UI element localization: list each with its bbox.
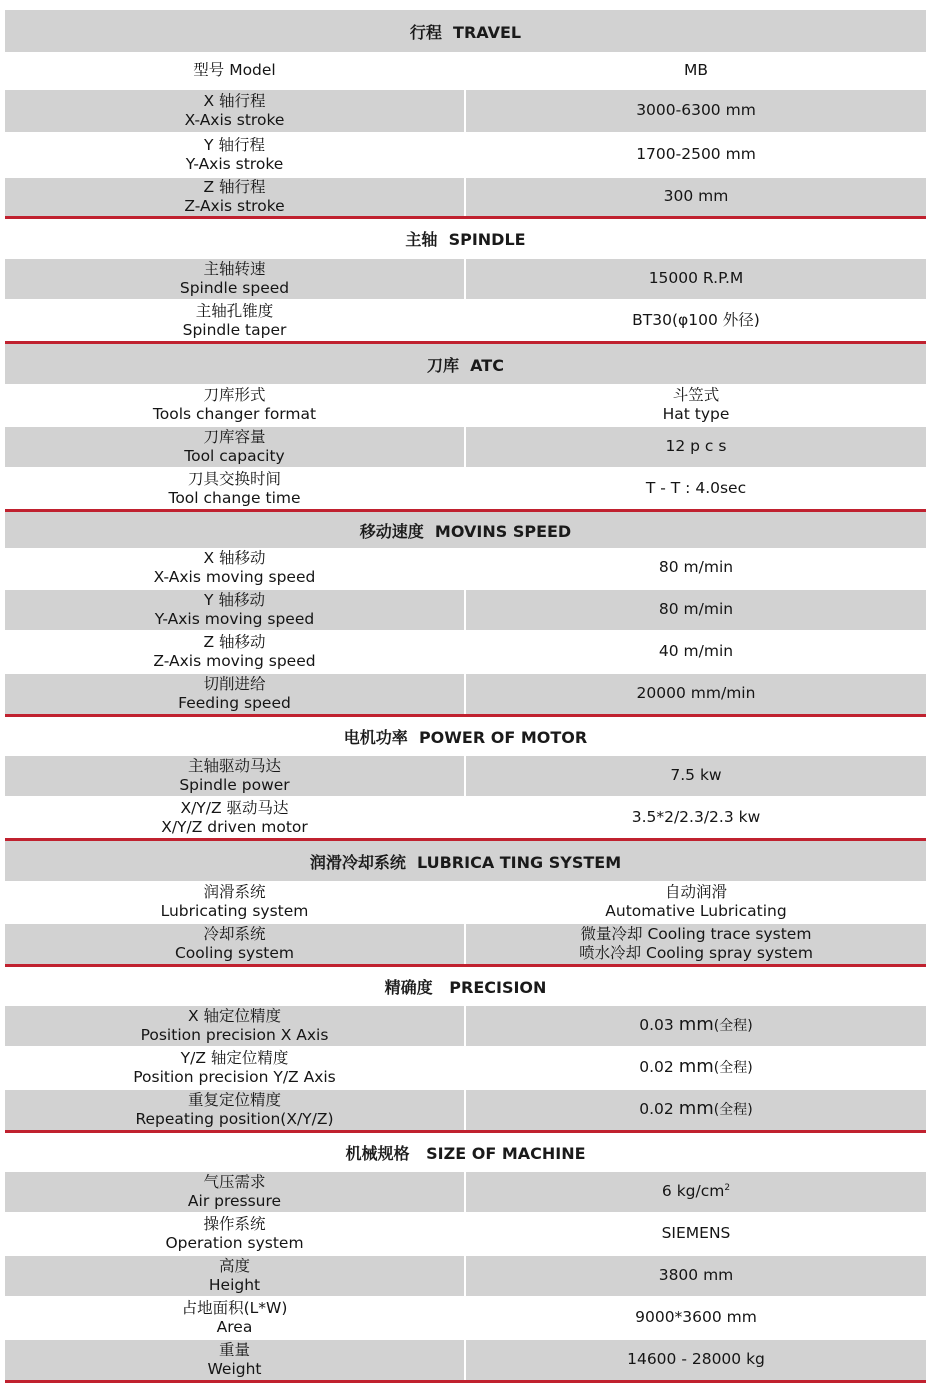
spec-value: [466, 52, 926, 90]
spec-value-text: 3.5*2/2.3/2.3 kw: [631, 808, 761, 827]
section-header-atc: 刀库 ATC: [5, 344, 926, 384]
spec-label-en: Tool change time: [168, 489, 301, 507]
spec-label-en: Y-Axis moving speed: [154, 610, 315, 628]
value-note: (全程): [713, 1018, 753, 1035]
spec-label: [5, 756, 464, 796]
spec-row-precision-yz: [5, 1048, 926, 1088]
spec-value: [466, 798, 926, 838]
spec-value-text: 3800 mm: [658, 1266, 734, 1285]
spec-label-cn: X 轴移动: [203, 548, 266, 567]
spec-value-text: 14600 - 28000 kg: [627, 1350, 765, 1369]
spec-label: [5, 385, 464, 425]
spec-label-en: Spindle power: [179, 776, 290, 794]
spec-label: [5, 1256, 464, 1296]
spec-label: [5, 1090, 464, 1130]
spec-row-precision-x: [5, 1006, 926, 1046]
spec-value: [466, 674, 926, 714]
spec-value: [466, 882, 926, 922]
spec-row-y-stroke: [5, 134, 926, 176]
spec-row-spindle-power: [5, 756, 926, 796]
spec-value-text: 3000-6300 mm: [636, 101, 756, 120]
value-note: (全程): [713, 1060, 753, 1077]
spec-label-en: Repeating position(X/Y/Z): [135, 1110, 334, 1128]
spec-label-cn: 主轴孔锥度: [195, 301, 274, 320]
spec-label-cn: Y 轴行程: [204, 135, 265, 154]
spec-label: [5, 674, 464, 714]
spec-value: [466, 1048, 926, 1088]
value-number: 6 kg/cm: [661, 1182, 725, 1201]
spec-label-en: Weight: [207, 1360, 262, 1378]
spec-label-en: Z-Axis moving speed: [153, 652, 316, 670]
spec-row-spindle-speed: [5, 259, 926, 299]
spec-row-z-stroke: [5, 178, 926, 216]
spec-label-en: Position precision Y/Z Axis: [133, 1068, 336, 1086]
spec-row-operation-system: [5, 1214, 926, 1254]
spec-value-text: 15000 R.P.M: [648, 269, 744, 288]
spec-label-cn: 刀库形式: [203, 385, 266, 404]
spec-row-y-moving: [5, 590, 926, 630]
spec-label-en: Air pressure: [187, 1192, 282, 1210]
section-header-precision: 精确度 PRECISION: [5, 967, 926, 1005]
spec-label: [5, 590, 464, 630]
spec-value: [466, 178, 926, 216]
spec-value-text: T - T : 4.0sec: [645, 479, 747, 498]
spec-value-text: 7.5 kw: [670, 766, 722, 785]
spec-label-cn: Z 轴行程: [203, 177, 266, 196]
spec-value: [466, 1006, 926, 1046]
spec-value-text: 12 p c s: [665, 437, 727, 456]
spec-row-cooling: [5, 924, 926, 964]
section-header-lubricating: 润滑冷却系统 LUBRICA TING SYSTEM: [5, 841, 926, 881]
spec-label-en: Y-Axis stroke: [185, 155, 284, 173]
spec-label: [5, 1006, 464, 1046]
spec-value-text: 300 mm: [663, 187, 729, 206]
spec-label: [5, 632, 464, 672]
spec-value-text: 9000*3600 mm: [635, 1308, 757, 1327]
section-divider: [5, 1380, 926, 1383]
spec-label-en: Operation system: [165, 1234, 304, 1252]
spec-value-text: 20000 mm/min: [636, 684, 756, 703]
spec-label-cn: 冷却系统: [203, 924, 266, 943]
spec-label-cn: 占地面积(L*W): [181, 1298, 288, 1317]
spec-value: [466, 756, 926, 796]
spec-value: [466, 1090, 926, 1130]
spec-value-text: MB: [683, 61, 708, 80]
spec-label: [5, 882, 464, 922]
spec-label-en: Spindle taper: [182, 321, 287, 339]
spec-label-cn: 刀具交换时间: [187, 469, 281, 488]
spec-label-en: Z-Axis stroke: [184, 197, 285, 215]
spec-value: [466, 548, 926, 588]
spec-label-cn: Y/Z 轴定位精度: [180, 1048, 289, 1067]
spec-row-weight: [5, 1340, 926, 1380]
spec-value-text: 80 m/min: [658, 600, 734, 619]
spec-label-en: Spindle speed: [179, 279, 290, 297]
spec-row-lubricating: [5, 882, 926, 922]
value-unit: mm: [678, 1056, 714, 1078]
spec-row-tool-changer: [5, 385, 926, 425]
spec-value: [466, 1298, 926, 1338]
spec-row-x-stroke: [5, 90, 926, 132]
spec-label: [5, 301, 464, 341]
spec-value: [466, 590, 926, 630]
spec-value: [466, 632, 926, 672]
spec-value: [466, 385, 926, 425]
spec-label-en: Cooling system: [174, 944, 295, 962]
spec-value: [466, 1172, 926, 1212]
spec-value: [466, 1214, 926, 1254]
spec-label: [5, 134, 464, 176]
spec-label-en: X-Axis stroke: [184, 111, 285, 129]
spec-value: [466, 469, 926, 509]
spec-label-cn: 高度: [218, 1256, 250, 1275]
value-note: (全程): [713, 1102, 753, 1119]
spec-value-text: [639, 1057, 752, 1079]
spec-value-text: SIEMENS: [661, 1224, 731, 1243]
value-unit: mm: [678, 1014, 714, 1036]
spec-label: [5, 1214, 464, 1254]
value-number: 0.03: [639, 1016, 679, 1035]
spec-label-cn: 主轴驱动马达: [187, 756, 281, 775]
spec-label-cn: 气压需求: [203, 1172, 266, 1191]
spec-value-text: [639, 1015, 752, 1037]
spec-label: [5, 798, 464, 838]
spec-label: [5, 427, 464, 467]
spec-value: [466, 90, 926, 132]
spec-row-tool-capacity: [5, 427, 926, 467]
section-header-power: 电机功率 POWER OF MOTOR: [5, 717, 926, 755]
spec-value-text: 斗笠式: [672, 385, 720, 404]
spec-value-text: 80 m/min: [658, 558, 734, 577]
spec-value-text-2: Automative Lubricating: [605, 902, 787, 920]
spec-label-cn: 切削进给: [203, 674, 266, 693]
spec-row-height: [5, 1256, 926, 1296]
spec-label: [5, 259, 464, 299]
spec-row-tool-change-time: [5, 469, 926, 509]
spec-value-text-2: Hat type: [662, 405, 730, 423]
spec-value: [466, 134, 926, 176]
spec-value: [466, 427, 926, 467]
spec-value-text: [639, 1099, 752, 1121]
spec-value-text: 40 m/min: [658, 642, 734, 661]
spec-row-model: [5, 52, 926, 90]
spec-label-cn: 主轴转速: [203, 259, 266, 278]
spec-value: [466, 1340, 926, 1380]
spec-value: [466, 924, 926, 964]
spec-row-feeding: [5, 674, 926, 714]
spec-value-text: BT30(φ100 外径): [632, 311, 760, 330]
section-header-moving-speed: 移动速度 MOVINS SPEED: [5, 512, 926, 548]
spec-label-en: Area: [216, 1318, 253, 1336]
section-header-spindle: 主轴 SPINDLE: [5, 219, 926, 257]
spec-row-driven-motor: [5, 798, 926, 838]
spec-label: [5, 1340, 464, 1380]
spec-row-repeating: [5, 1090, 926, 1130]
spec-label: [5, 1172, 464, 1212]
spec-value: [466, 1256, 926, 1296]
spec-label-cn: Y 轴移动: [204, 590, 265, 609]
spec-label-cn: 重复定位精度: [187, 1090, 281, 1109]
spec-label-cn: 刀库容量: [203, 427, 266, 446]
spec-label-en: Feeding speed: [178, 694, 291, 712]
spec-row-spindle-taper: [5, 301, 926, 341]
section-header-size: 机械规格 SIZE OF MACHINE: [5, 1133, 926, 1171]
spec-value: [466, 301, 926, 341]
spec-label: [5, 924, 464, 964]
spec-value: [466, 259, 926, 299]
spec-row-x-moving: [5, 548, 926, 588]
spec-row-air-pressure: [5, 1172, 926, 1212]
value-number: 0.02: [639, 1100, 679, 1119]
spec-label: [5, 548, 464, 588]
spec-value-text: 微量冷却 Cooling trace system: [580, 924, 812, 943]
spec-row-z-moving: [5, 632, 926, 672]
spec-label-en: Position precision X Axis: [140, 1026, 329, 1044]
spec-label-en: Tools changer format: [152, 405, 317, 423]
spec-label-cn: 重量: [218, 1340, 250, 1359]
value-superscript: 2: [724, 1183, 731, 1194]
spec-label: [5, 1298, 464, 1338]
spec-label-en: Height: [208, 1276, 261, 1294]
spec-row-area: [5, 1298, 926, 1338]
spec-label: [5, 178, 464, 216]
spec-value-text: 1700-2500 mm: [636, 145, 756, 164]
spec-label-cn: X 轴行程: [203, 91, 266, 110]
spec-label-cn: 润滑系统: [203, 882, 266, 901]
spec-label-cn: X 轴定位精度: [187, 1006, 282, 1025]
spec-value-text-2: 喷水冷却 Cooling spray system: [579, 944, 813, 962]
spec-label: [5, 52, 464, 90]
spec-label-cn: 操作系统: [203, 1214, 266, 1233]
section-header-travel: 行程 TRAVEL: [5, 10, 926, 52]
spec-label: [5, 469, 464, 509]
spec-label: [5, 1048, 464, 1088]
spec-label-en: Lubricating system: [160, 902, 309, 920]
value-unit: mm: [678, 1098, 714, 1120]
spec-label-en: Tool capacity: [184, 447, 285, 465]
spec-value-text: 自动润滑: [664, 882, 727, 901]
spec-label: [5, 90, 464, 132]
spec-label-cn: Z 轴移动: [203, 632, 266, 651]
spec-label-cn: 型号 Model: [193, 61, 276, 80]
spec-label-cn: X/Y/Z 驱动马达: [180, 798, 289, 817]
spec-label-en: X-Axis moving speed: [153, 568, 316, 586]
spec-label-en: X/Y/Z driven motor: [161, 818, 308, 836]
spec-value-text: [662, 1182, 730, 1202]
value-number: 0.02: [639, 1058, 679, 1077]
